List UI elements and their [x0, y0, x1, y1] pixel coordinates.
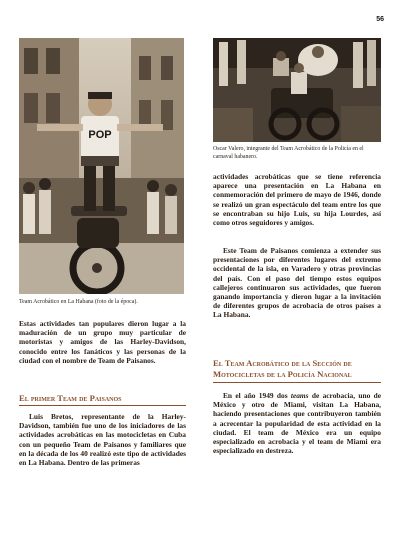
- photo-motorcycle-acrobat: [19, 38, 184, 294]
- caption-left: Team Acrobático en La Habana (foto de la época).: [19, 299, 138, 305]
- jersey-text: POP: [88, 129, 112, 141]
- text-before-emphasis: En el año 1949 dos: [223, 391, 291, 400]
- carnival-image: [213, 38, 381, 142]
- left-paragraph-intro: Estas actividades tan populares dieron lugar a la maduración de un grupo muy particular de motoristas y amigos de las Harley-Davidson, conocido entre los fanáticos y las personas de la ciudad con el nombre de Team de Paisanos.: [19, 319, 186, 365]
- left-paragraph-bretos: Luis Bretos, representante de la Harley-Davidson, también fue uno de los iniciadores de las actividades acrobáticas en las motocicletas en Cuba con un pequeño Team de Paisanos y familiares que en la década de los 40 realizó este tipo de actividades en La Habana. Dentro de las primeras: [19, 412, 186, 468]
- right-paragraph-expansion: Este Team de Paisanos comienza a extender sus presentaciones por diferentes lugares del extremo occidental de la isla, en Varadero y otras provincias del país. Con el paso del tiempo estos equipos callejeros continuaron sus actividades, que fueron ganando importancia y dieron lugar a la invitación de diferentes grupos de acrobacia de otros países a La Habana.: [213, 246, 381, 320]
- heading-police-team: El Team Acrobático de la Sección de Motocicletas de la Policía Nacional: [213, 358, 352, 379]
- heading-rule-left: [19, 405, 186, 406]
- right-paragraph-1949: [213, 391, 381, 455]
- heading-first-team: El primer Team de Paisanos: [19, 393, 122, 403]
- right-paragraph-first-may: actividades acrobáticas que se tiene referencia aparece una presentación en La Habana en conmemoración del primero de mayo de 1946, donde se realizó un gran espectáculo del team entre los que se encontraban su hijo Luis, su hija Lourdes, así como otros seguidores y amigos.: [213, 172, 381, 228]
- heading-rule-right: [213, 382, 381, 383]
- emphasis-teams: teams: [290, 391, 309, 400]
- page-number: 56: [376, 16, 384, 23]
- text-after-emphasis: de acrobacia, uno de México y otro de Miami, visitan La Habana, haciendo presentaciones que contribuyeron también a acrecentar la popularidad de esta actividad en la ciudad. El team de México era un equipo especializado en acrobacia y el team de Miami era especializado en destreza.: [213, 391, 382, 456]
- caption-right: Oscar Valero, integrante del Team Acrobático de la Policía en el carnaval habanero.: [213, 146, 364, 160]
- motorcycle-acrobat-image: [19, 38, 184, 294]
- photo-carnival: [213, 38, 381, 142]
